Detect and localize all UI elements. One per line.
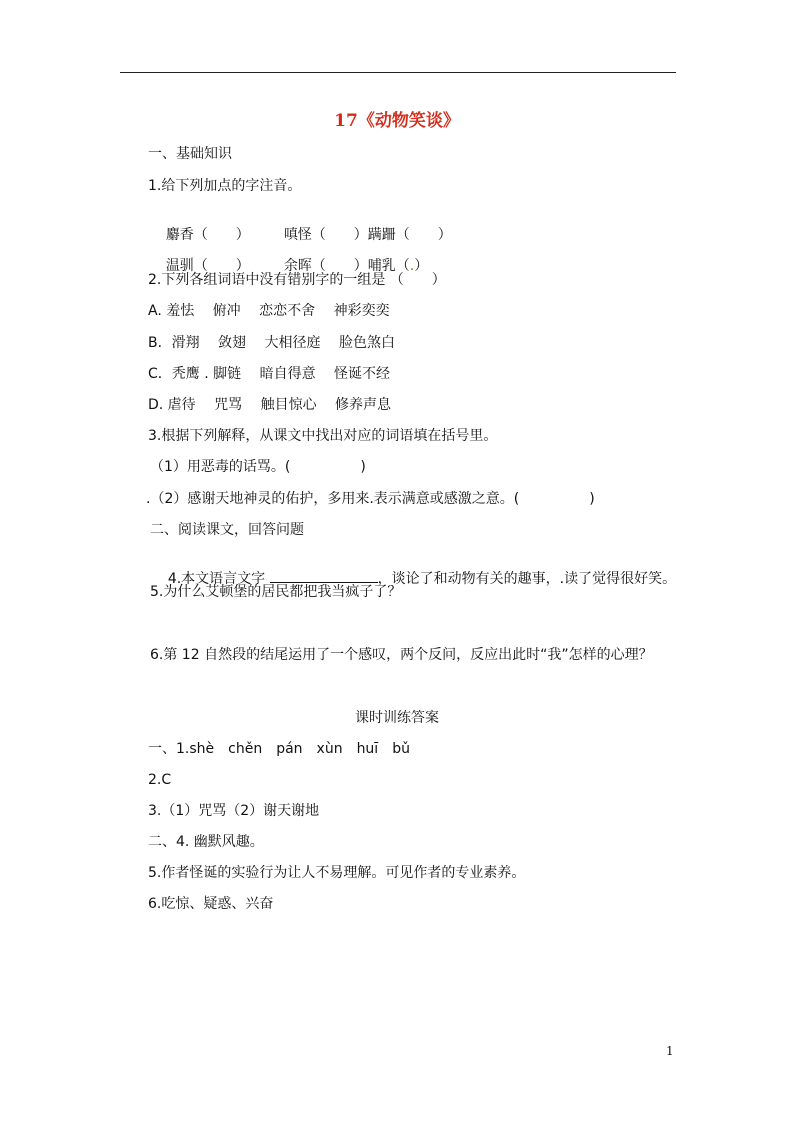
section2-heading: 二、阅读课文，回答问题 [150, 522, 304, 538]
answer-6: 6.吃惊、疑惑、兴奋 [148, 896, 274, 912]
question-3-prompt: 3.根据下列解释，从课文中找出对应的词语填在括号里。 [148, 428, 498, 444]
question-2-option-a: A. 羞怯 俯冲 恋恋不舍 神彩奕奕 [148, 303, 390, 319]
q1-dot-mark: . [409, 258, 415, 274]
q1-item-shexiang: 麝香（ ） [165, 227, 250, 243]
answer-3: 3.（1）咒骂（2）谢天谢地 [148, 803, 320, 819]
question-3-item-1: （1）用恶毒的话骂。( ) [150, 459, 366, 475]
q1-item-chenguai: 嗔怪（ ）蹒跚（ ） [283, 227, 452, 243]
answer-1: 一、1.shè chěn pán xùn huī bǔ [148, 741, 410, 757]
header-rule [120, 72, 676, 73]
question-2-option-b: B．滑翔 敛翅 大相径庭 脸色煞白 [148, 335, 395, 351]
question-6: 6.第 12 自然段的结尾运用了一个感叹，两个反问，反应出此时“我”怎样的心理？ [150, 647, 653, 663]
answer-4: 二、4. 幽默风趣。 [148, 834, 264, 850]
q4-text-before: 4.本文语言文字 [167, 571, 270, 587]
question-1-prompt: 1.给下列加点的字注音。 [148, 178, 302, 194]
page-title: 17《动物笑谈》 [334, 111, 460, 131]
question-2-prompt: 2.下列各组词语中没有错别字的一组是 （ ） [148, 272, 446, 288]
answers-heading: 课时训练答案 [355, 710, 439, 726]
answer-5: 5.作者怪诞的实验行为让人不易理解。可见作者的专业素养。 [148, 865, 526, 881]
question-5: 5.为什么艾顿堡的居民都把我当疯子了？ [150, 584, 402, 600]
page-number: 1 [666, 1044, 674, 1058]
question-3-item-2: .（2）感谢天地神灵的佑护，多用来.表示满意或感激之意。( ) [146, 491, 595, 507]
q4-text-after: ，谈论了和动物有关的趣事，.读了觉得很好笑。 [377, 571, 677, 587]
q4-blank-line [270, 570, 378, 583]
q1-item-wenxun: 温驯（ ） [165, 258, 250, 274]
question-2-option-c: C．秃鹰 . 脚链 暗自得意 怪诞不经 [148, 366, 391, 382]
q1-close-paren: ） [414, 258, 429, 274]
q1-item-yuhui: 余晖（ ）哺乳（ [283, 258, 410, 274]
answer-2: 2.C [148, 772, 172, 788]
question-2-option-d: D. 虐待 咒骂 触目惊心 修养声息 [148, 397, 392, 413]
section1-heading: 一、基础知识 [148, 146, 232, 162]
